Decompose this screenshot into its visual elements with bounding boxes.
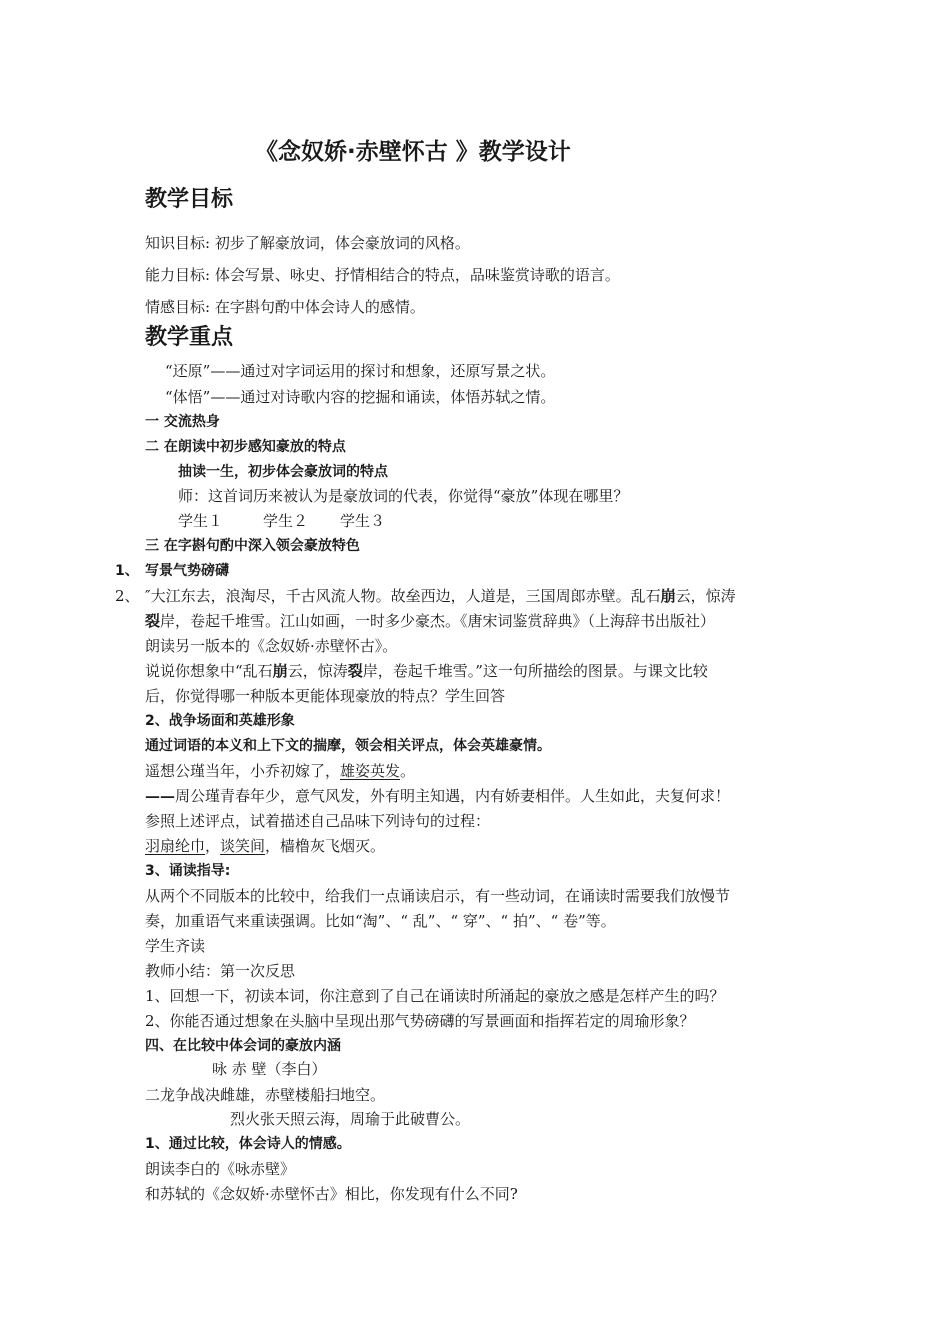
- teacher-summary: 教师小结：第一次反思: [145, 962, 296, 980]
- goal-ability: 能力目标: 体会写景、咏史、抒情相结合的特点，品味鉴赏诗歌的语言。: [145, 266, 620, 284]
- section-two: 二 在朗读中初步感知豪放的特点: [145, 439, 346, 455]
- poem-quote-line-1: ″大江东去，浪淘尽，千古风流人物。故垒西边，人道是，三国周郎赤壁。乱石崩云，惊涛: [145, 587, 736, 605]
- subsection-reading-guide: 3、诵读指导:: [145, 863, 231, 879]
- student-3: 学生３: [340, 512, 386, 530]
- list-item-scenery: 写景气势磅礴: [145, 563, 229, 579]
- section-three: 三 在字斟句酌中深入领会豪放特色: [145, 538, 360, 554]
- key-point-comprehend: “体悟”——通过对诗歌内容的挖掘和诵读，体悟苏轼之情。: [165, 388, 556, 406]
- poem-quote-line-2: 裂岸，卷起千堆雪。江山如画，一时多少豪杰。《唐宋词鉴赏辞典》（上海辞书出版社）: [145, 612, 716, 630]
- list-item-number-1: 1、: [115, 563, 139, 579]
- reading-guide-line-2: 奏，加重语气来重读强调。比如“淘”、“ 乱”、“ 穿”、“ 拍”、“ 卷”等。: [145, 912, 616, 930]
- key-point-restore: “还原”——通过对字词运用的探讨和想象，还原写景之状。: [165, 362, 556, 380]
- subsection-battle-heroes: 2、战争场面和英雄形象: [145, 713, 295, 729]
- subsection-battle-note: 通过词语的本义和上下文的揣摩，领会相关评点，体会英雄豪情。: [145, 738, 551, 754]
- section-one: 一 交流热身: [145, 414, 220, 430]
- student-1: 学生１: [178, 512, 224, 530]
- heading-key-points: 教学重点: [145, 325, 234, 350]
- imagine-question-line-1: 说说你想象中“乱石崩云，惊涛裂岸，卷起千堆雪。”这一句所描绘的图景。与课文比较: [145, 662, 708, 680]
- subsection-compare-emotion: 1、通过比较，体会诗人的情感。: [145, 1136, 351, 1152]
- poem-line-1: 二龙争战决雌雄，赤壁楼船扫地空。: [145, 1086, 386, 1104]
- teacher-question: 师：这首词历来被认为是豪放词的代表，你觉得“豪放”体现在哪里？: [178, 487, 629, 505]
- students-read-together: 学生齐读: [145, 937, 206, 955]
- imagine-question-line-2: 后，你觉得哪一种版本更能体现豪放的特点？学生回答: [145, 687, 506, 705]
- refer-instruction: 参照上述评点，试着描述自己品味下列诗句的过程：: [145, 812, 491, 830]
- section-four: 四、在比较中体会词的豪放内涵: [145, 1038, 341, 1054]
- comment-line: ——周公瑾青春年少，意气风发，外有明主知遇，内有娇妻相伴。人生如此，夫复何求！: [145, 787, 731, 805]
- verse-line-2: 羽扇纶巾，谈笑间，樯橹灰飞烟灭。: [145, 837, 386, 855]
- goal-emotion: 情感目标: 在字斟句酌中体会诗人的感情。: [145, 298, 425, 316]
- list-item-number-2: 2、: [115, 587, 140, 605]
- student-2: 学生２: [263, 512, 309, 530]
- poem-title-li-bai: 咏 赤 壁（李白）: [212, 1060, 327, 1078]
- reflection-question-2: 2、你能否通过想象在头脑中呈现出那气势磅礴的写景画面和指挥若定的周瑜形象？: [145, 1012, 695, 1030]
- verse-line-1: 遥想公瑾当年，小乔初嫁了，雄姿英发。: [145, 762, 416, 780]
- goal-knowledge: 知识目标: 初步了解豪放词，体会豪放词的风格。: [145, 234, 470, 252]
- compare-question: 和苏轼的《念奴娇·赤壁怀古》相比，你发现有什么不同?: [145, 1185, 518, 1203]
- document-title: 《念奴娇·赤壁怀古 》教学设计: [255, 139, 571, 165]
- heading-teaching-goals: 教学目标: [145, 187, 234, 212]
- reading-guide-line-1: 从两个不同版本的比较中，给我们一点诵读启示，有一些动词，在诵读时需要我们放慢节: [145, 887, 731, 905]
- read-other-version: 朗读另一版本的《念奴娇·赤壁怀古》。: [145, 637, 398, 655]
- read-li-bai: 朗读李白的《咏赤壁》: [145, 1160, 296, 1178]
- student-list: [178, 511, 385, 531]
- reflection-question-1: 1、回想一下，初读本词，你注意到了自己在诵读时所涌起的豪放之感是怎样产生的吗？: [145, 987, 725, 1005]
- section-two-subtitle: 抽读一生，初步体会豪放词的特点: [178, 464, 388, 480]
- poem-line-2: 烈火张天照云海，周瑜于此破曹公。: [230, 1110, 471, 1128]
